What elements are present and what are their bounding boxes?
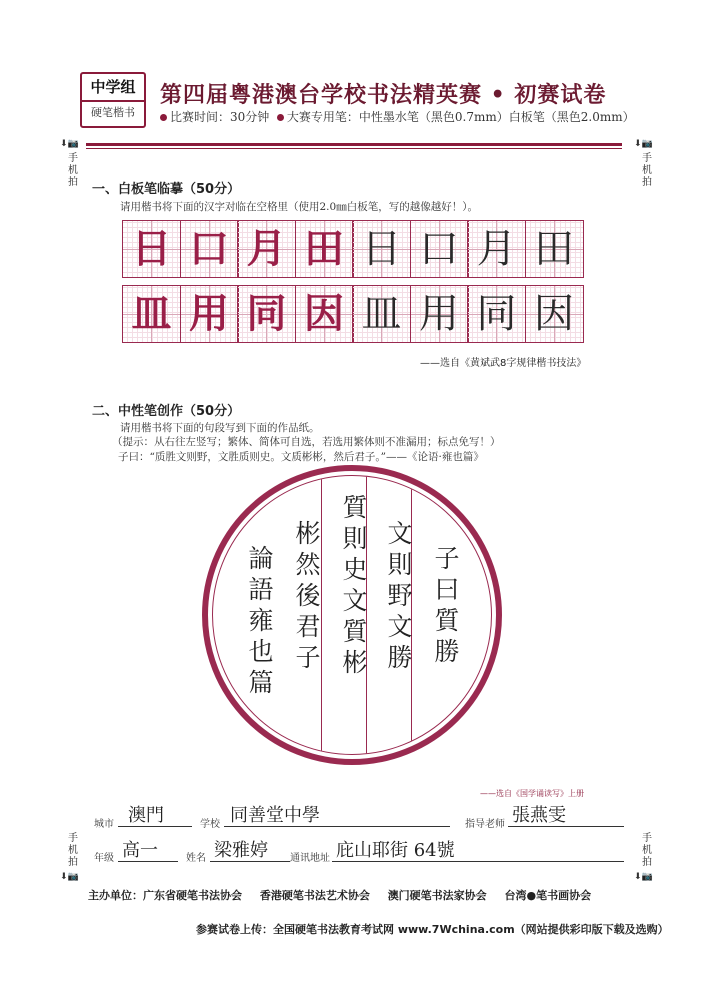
section2-instruction-1: 请用楷书将下面的句段写到下面的作品纸。	[120, 422, 320, 434]
name-label: 姓名	[186, 853, 206, 864]
exam-time: 比赛时间：30分钟	[170, 110, 270, 124]
page-title: 第四届粤港澳台学校书法精英赛 • 初赛试卷	[160, 82, 607, 108]
school-underline	[224, 826, 450, 827]
header-rule	[86, 143, 622, 146]
organizer-1: 主办单位：广东省硬笔书法协会	[88, 889, 242, 902]
section2-heading: 二、中性笔创作（50分）	[92, 404, 241, 419]
school-label: 学校	[200, 819, 220, 830]
bullet-dot-icon	[277, 114, 284, 121]
model-cell: 同	[237, 285, 296, 343]
address-value: 庇山耶街 64號	[336, 840, 455, 861]
side-label-bottom-left: 手机拍	[68, 833, 78, 868]
teacher-underline	[508, 826, 624, 827]
model-cell: 皿	[122, 285, 181, 343]
grade-label: 年级	[94, 853, 114, 864]
camera-icon: ⬇📷	[634, 872, 653, 882]
model-cell: 因	[295, 285, 354, 343]
copy-cell: 田	[525, 220, 584, 278]
upload-info: 参赛试卷上传：全国硬笔书法教育考试网 www.7Wchina.com（网站提供彩印版下载及选购）	[196, 923, 669, 936]
section1-heading: 一、白板笔临摹（50分）	[92, 182, 241, 197]
camera-icon: ⬇📷	[60, 139, 79, 149]
teacher-label: 指导老师	[465, 819, 505, 830]
camera-icon: ⬇📷	[60, 872, 79, 882]
copy-cell: 因	[525, 285, 584, 343]
side-label-top-left: 手机拍	[68, 153, 78, 188]
address-label: 通讯地址	[290, 853, 330, 864]
name-value: 梁雅婷	[214, 840, 268, 861]
work-column-4: 彬然後君子	[292, 520, 321, 675]
organizer-4: 台湾●笔书画协会	[504, 889, 592, 902]
copy-cell: 日	[352, 220, 411, 278]
camera-icon: ⬇📷	[634, 139, 653, 149]
model-cell: 用	[180, 285, 239, 343]
side-label-top-right: 手机拍	[642, 153, 652, 188]
city-underline	[118, 826, 192, 827]
city-value: 澳門	[128, 805, 164, 826]
organizer-2: 香港硬笔书法艺术协会	[259, 889, 370, 902]
grade-underline	[118, 861, 178, 862]
school-value: 同善堂中學	[230, 805, 320, 826]
name-underline	[210, 861, 290, 862]
teacher-value: 張燕雯	[512, 805, 566, 826]
copy-cell: 口	[410, 220, 469, 278]
bullet-dot-icon	[160, 114, 167, 121]
practice-row-2	[122, 285, 582, 343]
section1-instruction: 请用楷书将下面的汉字对临在空格里（使用2.0㎜白板笔，写的越像越好！）。	[120, 201, 478, 213]
group-sub-label: 硬笔楷书	[91, 106, 135, 119]
organizer-3: 澳门硬笔书法家协会	[387, 889, 487, 902]
copy-cell: 用	[410, 285, 469, 343]
work-column-2: 文則野文勝	[384, 520, 413, 675]
section1-source: ——选自《黄斌武8字规律楷书技法》	[420, 358, 587, 369]
copy-cell: 同	[467, 285, 526, 343]
work-column-1: 子曰質勝	[431, 545, 460, 669]
exam-info	[160, 108, 635, 125]
grade-value: 高一	[122, 840, 158, 861]
section2-quote: 子曰：“质胜文则野，文胜质则史。文质彬彬，然后君子。”——《论语·雍也篇》	[118, 451, 484, 463]
model-cell: 日	[122, 220, 181, 278]
side-label-bottom-right: 手机拍	[642, 833, 652, 868]
work-column-3: 質則史文質彬	[339, 494, 368, 680]
section2-note: ——选自《国学诵读写》上册	[480, 789, 584, 798]
model-cell: 口	[180, 220, 239, 278]
model-cell: 月	[237, 220, 296, 278]
copy-cell: 皿	[352, 285, 411, 343]
work-column-5: 論語雍也篇	[245, 545, 274, 700]
exam-pen: 大赛专用笔：中性墨水笔（黑色0.7mm）白板笔（黑色2.0mm）	[286, 110, 635, 124]
section2-instruction-2: （提示：从右往左竖写；繁体、简体可自选，若选用繁体则不准漏用；标点免写！）	[112, 436, 501, 448]
organizers	[88, 887, 591, 903]
city-label: 城市	[94, 819, 114, 830]
group-badge	[80, 72, 146, 128]
model-cell: 田	[295, 220, 354, 278]
practice-row-1	[122, 220, 582, 278]
group-label: 中学组	[82, 74, 144, 102]
copy-cell: 月	[467, 220, 526, 278]
header-rule-thin	[86, 148, 622, 149]
address-underline	[332, 861, 624, 862]
